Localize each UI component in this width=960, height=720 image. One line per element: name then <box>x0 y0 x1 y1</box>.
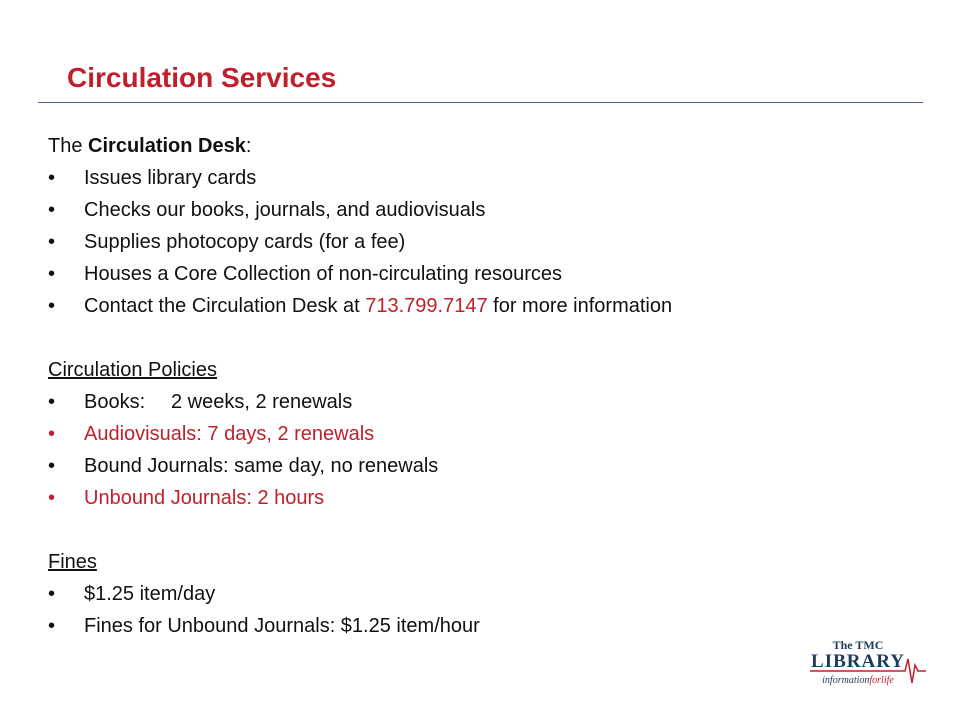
desk-intro-bold: Circulation Desk <box>88 135 246 157</box>
tmc-library-logo <box>808 635 928 690</box>
desk-contact-item <box>48 290 918 322</box>
bullet-icon: • <box>48 583 56 605</box>
fines-heading: Fines <box>48 551 97 573</box>
policy-value: same day, no renewals <box>234 455 439 477</box>
desk-item-text: Checks our books, journals, and audiovisuals <box>84 199 486 221</box>
policy-item <box>48 418 918 450</box>
desk-item-text: Issues library cards <box>84 167 257 189</box>
fine-item-text: Fines for Unbound Journals: $1.25 item/hour <box>84 615 480 637</box>
fine-item <box>48 578 918 610</box>
policy-item <box>48 450 918 482</box>
section-spacer <box>48 322 918 354</box>
fine-item <box>48 610 918 642</box>
policy-label: Books: <box>84 391 146 413</box>
title-divider <box>38 102 923 103</box>
policy-label: Audiovisuals: <box>84 423 208 445</box>
bullet-icon: • <box>48 231 56 253</box>
bullet-icon: • <box>48 199 56 221</box>
logo-line2: LIBRARY <box>811 651 905 672</box>
bullet-icon: • <box>48 263 56 285</box>
policy-value: 7 days, 2 renewals <box>207 423 375 445</box>
desk-item <box>48 162 918 194</box>
bullet-icon: • <box>48 167 56 189</box>
policy-item <box>48 386 918 418</box>
bullet-icon: • <box>48 295 56 317</box>
desk-item <box>48 194 918 226</box>
bullet-icon: • <box>48 423 56 445</box>
contact-prefix: Contact the Circulation Desk at <box>84 295 366 317</box>
contact-suffix: for more information <box>487 295 673 317</box>
policy-label: Unbound Journals: <box>84 487 258 509</box>
bullet-icon: • <box>48 455 56 477</box>
policy-label: Bound Journals: <box>84 455 235 477</box>
policies-heading: Circulation Policies <box>48 359 217 381</box>
contact-phone: 713.799.7147 <box>365 295 488 317</box>
page-title: Circulation Services <box>67 62 337 93</box>
section-spacer <box>48 514 918 546</box>
desk-intro <box>48 130 918 162</box>
logo-line1: The TMC <box>832 638 884 652</box>
desk-item <box>48 258 918 290</box>
bullet-icon: • <box>48 391 56 413</box>
policy-value: 2 hours <box>257 487 325 509</box>
desk-intro-suffix: : <box>245 135 252 157</box>
policy-value: 2 weeks, 2 renewals <box>171 391 353 413</box>
fine-item-text: $1.25 item/day <box>84 583 216 605</box>
desk-item-text: Houses a Core Collection of non-circulating resources <box>84 263 563 285</box>
bullet-icon: • <box>48 487 56 509</box>
policy-item <box>48 482 918 514</box>
slide-body <box>48 130 918 642</box>
svg-text:informationforlife <box>822 675 894 686</box>
desk-intro-prefix: The <box>48 135 89 157</box>
desk-item <box>48 226 918 258</box>
logo-tagline-forlife: forlife <box>869 675 894 686</box>
desk-item-text: Supplies photocopy cards (for a fee) <box>84 231 406 253</box>
bullet-icon: • <box>48 615 56 637</box>
logo-tagline-information: information <box>822 675 870 686</box>
